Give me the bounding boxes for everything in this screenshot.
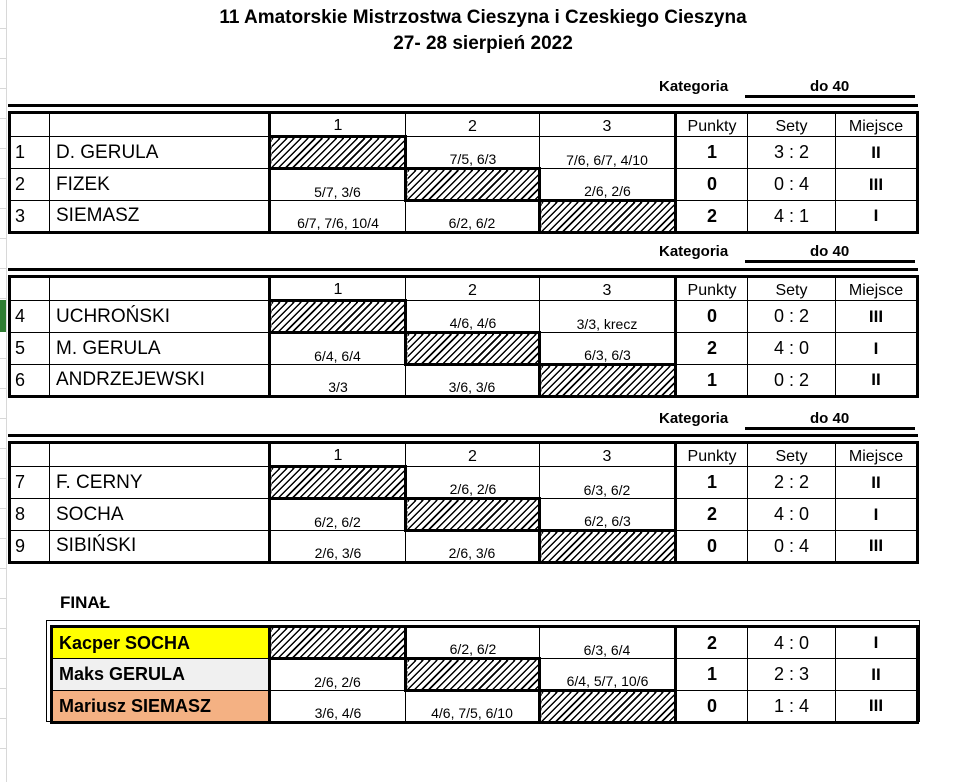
points-value: 0 <box>676 691 748 723</box>
category-underline <box>745 427 915 430</box>
match-score: 6/4, 5/7, 10/6 <box>540 659 676 691</box>
final-table <box>50 625 919 724</box>
points-value: 2 <box>676 201 748 233</box>
player-number: 1 <box>10 137 50 169</box>
group-top-rule <box>8 434 918 437</box>
table-row <box>52 659 918 691</box>
place-value: II <box>836 137 918 169</box>
table-header-row <box>10 443 918 467</box>
table-header-row <box>10 113 918 137</box>
self-match-cell <box>540 531 676 563</box>
category-value: do 40 <box>810 78 850 95</box>
self-match-cell <box>540 691 676 723</box>
player-name: UCHROŃSKI <box>50 301 270 333</box>
place-value: I <box>836 627 918 659</box>
sets-value: 0 : 2 <box>748 301 836 333</box>
category-underline <box>745 95 915 98</box>
self-match-cell <box>406 659 540 691</box>
points-value: 2 <box>676 627 748 659</box>
table-row <box>10 365 918 397</box>
category-value: do 40 <box>810 410 850 427</box>
sets-value: 4 : 1 <box>748 201 836 233</box>
player-name: SIBIŃSKI <box>50 531 270 563</box>
col-header: 3 <box>540 443 676 467</box>
sets-value: 1 : 4 <box>748 691 836 723</box>
final-player-name: Maks GERULA <box>52 659 270 691</box>
match-score: 2/6, 3/6 <box>406 531 540 563</box>
table-row <box>10 169 918 201</box>
group-table <box>8 275 919 398</box>
match-score: 6/3, 6/3 <box>540 333 676 365</box>
match-score: 3/6, 4/6 <box>270 691 406 723</box>
match-score: 7/6, 6/7, 4/10 <box>540 137 676 169</box>
place-value: I <box>836 499 918 531</box>
player-number: 9 <box>10 531 50 563</box>
col-header: 2 <box>406 443 540 467</box>
match-score: 6/3, 6/4 <box>540 627 676 659</box>
self-match-cell <box>406 169 540 201</box>
category-underline <box>745 260 915 263</box>
sets-value: 3 : 2 <box>748 137 836 169</box>
points-value: 2 <box>676 333 748 365</box>
col-header: Punkty <box>676 113 748 137</box>
points-value: 1 <box>676 365 748 397</box>
player-name: F. CERNY <box>50 467 270 499</box>
col-header: 3 <box>540 113 676 137</box>
sets-value: 4 : 0 <box>748 499 836 531</box>
self-match-cell <box>406 333 540 365</box>
table-row <box>10 531 918 563</box>
table-row <box>10 301 918 333</box>
col-header: 2 <box>406 113 540 137</box>
table-row <box>10 201 918 233</box>
match-score: 7/5, 6/3 <box>406 137 540 169</box>
match-score: 6/7, 7/6, 10/4 <box>270 201 406 233</box>
match-score: 3/3, krecz <box>540 301 676 333</box>
player-name: M. GERULA <box>50 333 270 365</box>
group-table <box>8 111 919 234</box>
player-number: 5 <box>10 333 50 365</box>
place-value: II <box>836 467 918 499</box>
sets-value: 2 : 2 <box>748 467 836 499</box>
table-header-row <box>10 277 918 301</box>
page-title: 11 Amatorskie Mistrzostwa Cieszyna i Czeskiego Cieszyna <box>219 7 747 28</box>
match-score: 5/7, 3/6 <box>270 169 406 201</box>
match-score: 4/6, 4/6 <box>406 301 540 333</box>
self-match-cell <box>270 137 406 169</box>
self-match-cell <box>540 201 676 233</box>
place-value: III <box>836 301 918 333</box>
group-top-rule <box>8 268 918 271</box>
points-value: 1 <box>676 659 748 691</box>
sets-value: 4 : 0 <box>748 627 836 659</box>
self-match-cell <box>270 301 406 333</box>
final-player-name: Mariusz SIEMASZ <box>52 691 270 723</box>
col-header: 1 <box>270 113 406 137</box>
self-match-cell <box>540 365 676 397</box>
match-score: 6/2, 6/3 <box>540 499 676 531</box>
place-value: III <box>836 169 918 201</box>
place-value: III <box>836 691 918 723</box>
match-score: 6/2, 6/2 <box>406 201 540 233</box>
points-value: 1 <box>676 137 748 169</box>
match-score: 3/3 <box>270 365 406 397</box>
match-score: 4/6, 7/5, 6/10 <box>406 691 540 723</box>
category-value: do 40 <box>810 243 850 260</box>
player-number: 4 <box>10 301 50 333</box>
place-value: III <box>836 531 918 563</box>
match-score: 6/3, 6/2 <box>540 467 676 499</box>
table-row <box>10 499 918 531</box>
page-subtitle-date: 27- 28 sierpień 2022 <box>393 33 573 54</box>
self-match-cell <box>270 467 406 499</box>
table-row <box>10 333 918 365</box>
col-header: Miejsce <box>836 443 918 467</box>
col-header: 2 <box>406 277 540 301</box>
match-score: 3/6, 3/6 <box>406 365 540 397</box>
place-value: II <box>836 659 918 691</box>
group-top-rule <box>8 104 918 107</box>
match-score: 2/6, 2/6 <box>540 169 676 201</box>
points-value: 0 <box>676 301 748 333</box>
category-label: Kategoria <box>659 78 729 95</box>
match-score: 6/2, 6/2 <box>406 627 540 659</box>
col-header: 1 <box>270 443 406 467</box>
col-header: Sety <box>748 443 836 467</box>
sets-value: 2 : 3 <box>748 659 836 691</box>
category-label: Kategoria <box>659 243 729 260</box>
match-score: 2/6, 2/6 <box>406 467 540 499</box>
group-table <box>8 441 919 564</box>
match-score: 6/2, 6/2 <box>270 499 406 531</box>
table-row <box>10 137 918 169</box>
table-row <box>52 691 918 723</box>
col-header: Sety <box>748 277 836 301</box>
player-number: 7 <box>10 467 50 499</box>
place-value: I <box>836 333 918 365</box>
self-match-cell <box>270 627 406 659</box>
table-row <box>52 627 918 659</box>
col-header: Punkty <box>676 443 748 467</box>
points-value: 2 <box>676 499 748 531</box>
col-header: 1 <box>270 277 406 301</box>
spreadsheet-row-gutter <box>0 0 7 782</box>
points-value: 0 <box>676 169 748 201</box>
col-header: Miejsce <box>836 113 918 137</box>
sets-value: 0 : 2 <box>748 365 836 397</box>
player-number: 3 <box>10 201 50 233</box>
final-player-name: Kacper SOCHA <box>52 627 270 659</box>
match-score: 6/4, 6/4 <box>270 333 406 365</box>
category-label: Kategoria <box>659 410 729 427</box>
points-value: 0 <box>676 531 748 563</box>
sets-value: 0 : 4 <box>748 169 836 201</box>
selected-row-marker[interactable] <box>0 300 6 332</box>
col-header: Miejsce <box>836 277 918 301</box>
sets-value: 4 : 0 <box>748 333 836 365</box>
player-number: 2 <box>10 169 50 201</box>
player-name: FIZEK <box>50 169 270 201</box>
col-header: Sety <box>748 113 836 137</box>
player-name: SIEMASZ <box>50 201 270 233</box>
col-header: 3 <box>540 277 676 301</box>
final-heading: FINAŁ <box>60 593 111 612</box>
place-value: I <box>836 201 918 233</box>
player-name: SOCHA <box>50 499 270 531</box>
player-name: ANDRZEJEWSKI <box>50 365 270 397</box>
player-number: 6 <box>10 365 50 397</box>
place-value: II <box>836 365 918 397</box>
points-value: 1 <box>676 467 748 499</box>
player-name: D. GERULA <box>50 137 270 169</box>
col-header: Punkty <box>676 277 748 301</box>
self-match-cell <box>406 499 540 531</box>
table-row <box>10 467 918 499</box>
sets-value: 0 : 4 <box>748 531 836 563</box>
match-score: 2/6, 2/6 <box>270 659 406 691</box>
player-number: 8 <box>10 499 50 531</box>
match-score: 2/6, 3/6 <box>270 531 406 563</box>
